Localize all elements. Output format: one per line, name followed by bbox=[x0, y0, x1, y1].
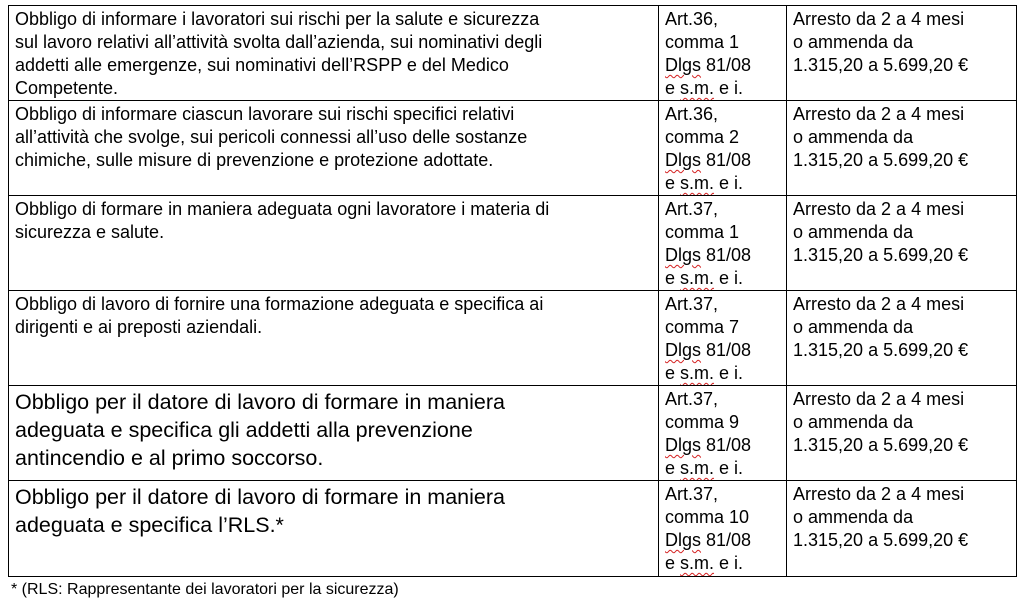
penalty-line: o ammenda da bbox=[793, 32, 914, 52]
article-cell bbox=[659, 101, 787, 196]
article-amendments bbox=[665, 362, 780, 385]
penalty-line: 1.315,20 a 5.699,20 € bbox=[793, 340, 969, 360]
article-cell bbox=[659, 6, 787, 101]
penalty-cell bbox=[787, 386, 1017, 481]
table-row bbox=[9, 196, 1017, 291]
article-amend-prefix: e bbox=[665, 363, 681, 383]
penalty-text bbox=[793, 388, 1010, 457]
article-amend-suffix: e i. bbox=[714, 458, 744, 478]
obligation-line: sicurezza e salute. bbox=[15, 222, 165, 242]
penalty-line: Arresto da 2 a 4 mesi bbox=[793, 389, 965, 409]
obligation-text bbox=[15, 8, 652, 100]
article-comma: comma 10 bbox=[665, 507, 750, 527]
obligation-line: dirigenti e ai preposti aziendali. bbox=[15, 317, 263, 337]
obligation-line: adeguata e specifica gli addetti alla prevenzione bbox=[15, 418, 473, 442]
spellcheck-underline: Dlgs bbox=[665, 530, 702, 550]
obligation-cell bbox=[9, 6, 659, 101]
penalty-line: Arresto da 2 a 4 mesi bbox=[793, 294, 965, 314]
article-law-number: 81/08 bbox=[701, 530, 752, 550]
penalty-cell bbox=[787, 196, 1017, 291]
obligation-line: sul lavoro relativi all’attività svolta dall’azienda, sui nominativi degli bbox=[15, 32, 543, 52]
spellcheck-underline: s.m. bbox=[680, 173, 715, 193]
article-law-number: 81/08 bbox=[701, 340, 752, 360]
obligation-text bbox=[15, 388, 652, 472]
spellcheck-underline: Dlgs bbox=[665, 340, 702, 360]
spellcheck-underline: Dlgs bbox=[665, 150, 702, 170]
article-law bbox=[665, 149, 780, 172]
article-amendments bbox=[665, 552, 780, 575]
table-row bbox=[9, 386, 1017, 481]
article-law bbox=[665, 434, 780, 457]
obligation-text bbox=[15, 483, 652, 539]
article-number: Art.37, bbox=[665, 294, 719, 314]
penalty-cell bbox=[787, 6, 1017, 101]
penalty-text bbox=[793, 198, 1010, 267]
penalty-cell bbox=[787, 101, 1017, 196]
article-cell bbox=[659, 386, 787, 481]
article-law-number: 81/08 bbox=[701, 245, 752, 265]
obligation-text bbox=[15, 103, 652, 172]
penalty-line: o ammenda da bbox=[793, 412, 914, 432]
spellcheck-underline: s.m. bbox=[680, 553, 715, 573]
penalty-text bbox=[793, 293, 1010, 362]
article-amend-suffix: e i. bbox=[714, 78, 744, 98]
spellcheck-underline: s.m. bbox=[680, 268, 715, 288]
obligation-line: Obbligo per il datore di lavoro di formare in maniera bbox=[15, 485, 505, 509]
penalty-text bbox=[793, 8, 1010, 77]
article-law-number: 81/08 bbox=[701, 150, 752, 170]
obligation-line: Obbligo per il datore di lavoro di formare in maniera bbox=[15, 390, 505, 414]
spellcheck-underline: Dlgs bbox=[665, 55, 702, 75]
obligation-line: Obbligo di formare in maniera adeguata ogni lavoratore i materia di bbox=[15, 199, 550, 219]
article-reference bbox=[665, 103, 780, 195]
penalty-line: Arresto da 2 a 4 mesi bbox=[793, 104, 965, 124]
article-comma: comma 1 bbox=[665, 222, 740, 242]
article-comma: comma 1 bbox=[665, 32, 740, 52]
penalty-line: o ammenda da bbox=[793, 317, 914, 337]
penalty-line: 1.315,20 a 5.699,20 € bbox=[793, 55, 969, 75]
table-row bbox=[9, 481, 1017, 577]
obligation-line: Competente. bbox=[15, 78, 119, 98]
penalty-line: 1.315,20 a 5.699,20 € bbox=[793, 150, 969, 170]
obligation-cell bbox=[9, 386, 659, 481]
article-comma: comma 2 bbox=[665, 127, 740, 147]
obligation-cell bbox=[9, 101, 659, 196]
penalty-line: Arresto da 2 a 4 mesi bbox=[793, 9, 965, 29]
article-amend-suffix: e i. bbox=[714, 553, 744, 573]
article-amendments bbox=[665, 267, 780, 290]
penalty-line: Arresto da 2 a 4 mesi bbox=[793, 199, 965, 219]
spellcheck-underline: s.m. bbox=[680, 458, 715, 478]
article-reference bbox=[665, 8, 780, 100]
article-law bbox=[665, 529, 780, 552]
penalty-cell bbox=[787, 481, 1017, 577]
article-amend-suffix: e i. bbox=[714, 268, 744, 288]
obligation-line: antincendio e al primo soccorso. bbox=[15, 446, 324, 470]
article-amend-suffix: e i. bbox=[714, 173, 744, 193]
article-number: Art.37, bbox=[665, 199, 719, 219]
table-row bbox=[9, 6, 1017, 101]
penalty-cell bbox=[787, 291, 1017, 386]
article-law bbox=[665, 244, 780, 267]
article-amend-prefix: e bbox=[665, 78, 681, 98]
article-number: Art.36, bbox=[665, 9, 719, 29]
obligation-line: all’attività che svolge, sui pericoli connessi all’uso delle sostanze bbox=[15, 127, 528, 147]
obligation-line: adeguata e specifica l’RLS.* bbox=[15, 513, 284, 537]
article-cell bbox=[659, 481, 787, 577]
spellcheck-underline: s.m. bbox=[680, 78, 715, 98]
article-reference bbox=[665, 483, 780, 575]
article-cell bbox=[659, 291, 787, 386]
article-law bbox=[665, 339, 780, 362]
article-number: Art.36, bbox=[665, 104, 719, 124]
obligation-line: Obbligo di informare ciascun lavorare sui rischi specifici relativi bbox=[15, 104, 515, 124]
article-amendments bbox=[665, 77, 780, 100]
article-amend-suffix: e i. bbox=[714, 363, 744, 383]
penalty-line: o ammenda da bbox=[793, 507, 914, 527]
article-amend-prefix: e bbox=[665, 458, 681, 478]
obligation-text bbox=[15, 293, 652, 339]
penalty-line: o ammenda da bbox=[793, 127, 914, 147]
article-amend-prefix: e bbox=[665, 553, 681, 573]
penalty-line: 1.315,20 a 5.699,20 € bbox=[793, 435, 969, 455]
obligation-line: addetti alle emergenze, sui nominativi dell’RSPP e del Medico bbox=[15, 55, 509, 75]
article-cell bbox=[659, 196, 787, 291]
article-law-number: 81/08 bbox=[701, 435, 752, 455]
penalty-text bbox=[793, 483, 1010, 552]
obligation-line: Obbligo di lavoro di fornire una formazione adeguata e specifica ai bbox=[15, 294, 544, 314]
article-number: Art.37, bbox=[665, 389, 719, 409]
article-reference bbox=[665, 198, 780, 290]
penalty-text bbox=[793, 103, 1010, 172]
document-page bbox=[8, 5, 1016, 599]
article-amendments bbox=[665, 457, 780, 480]
article-amend-prefix: e bbox=[665, 268, 681, 288]
article-comma: comma 9 bbox=[665, 412, 740, 432]
penalty-line: Arresto da 2 a 4 mesi bbox=[793, 484, 965, 504]
obligation-cell bbox=[9, 196, 659, 291]
obligation-cell bbox=[9, 291, 659, 386]
article-number: Art.37, bbox=[665, 484, 719, 504]
spellcheck-underline: Dlgs bbox=[665, 245, 702, 265]
obligation-cell bbox=[9, 481, 659, 577]
table-row bbox=[9, 101, 1017, 196]
article-amend-prefix: e bbox=[665, 173, 681, 193]
obligation-text bbox=[15, 198, 652, 244]
penalty-line: 1.315,20 a 5.699,20 € bbox=[793, 530, 969, 550]
obligation-line: Obbligo di informare i lavoratori sui rischi per la salute e sicurezza bbox=[15, 9, 540, 29]
article-law-number: 81/08 bbox=[701, 55, 752, 75]
article-law bbox=[665, 54, 780, 77]
spellcheck-underline: Dlgs bbox=[665, 435, 702, 455]
spellcheck-underline: s.m. bbox=[680, 363, 715, 383]
article-reference bbox=[665, 293, 780, 385]
obligations-table bbox=[8, 5, 1017, 577]
penalty-line: o ammenda da bbox=[793, 222, 914, 242]
footnote: * (RLS: Rappresentante dei lavoratori per la sicurezza) bbox=[11, 581, 399, 598]
penalty-line: 1.315,20 a 5.699,20 € bbox=[793, 245, 969, 265]
article-reference bbox=[665, 388, 780, 480]
obligation-line: chimiche, sulle misure di prevenzione e protezione adottate. bbox=[15, 150, 494, 170]
table-row bbox=[9, 291, 1017, 386]
article-amendments bbox=[665, 172, 780, 195]
article-comma: comma 7 bbox=[665, 317, 740, 337]
